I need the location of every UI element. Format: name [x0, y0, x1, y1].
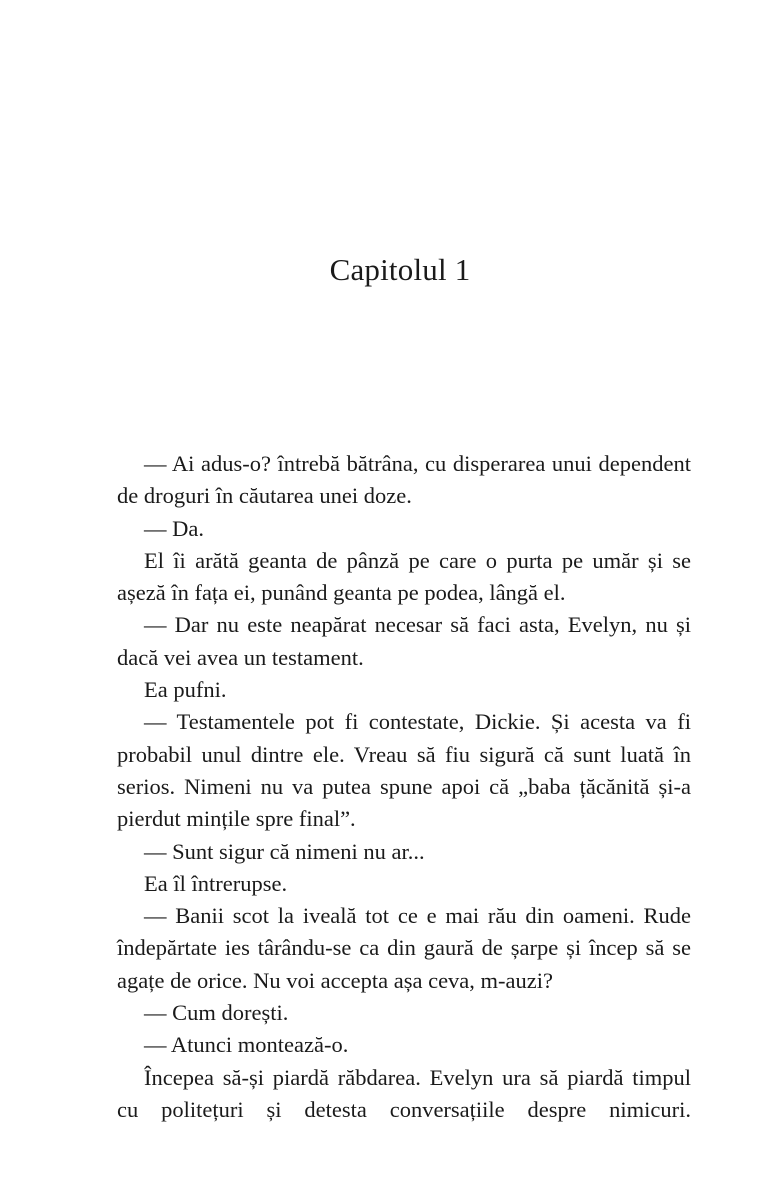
paragraph: — Sunt sigur că nimeni nu ar...: [144, 838, 425, 864]
paragraph: El îi arătă geanta de pânză pe care o purta pe umăr și se așeză în fața ei, punând geanta pe podea, lângă el.: [117, 547, 691, 606]
paragraph: Ea îl întrerupse.: [144, 870, 288, 896]
paragraph: — Da.: [144, 515, 204, 541]
paragraph: — Ai adus-o? întrebă bătrâna, cu disperarea unui dependent de droguri în căutarea unei doze.: [117, 451, 691, 509]
paragraph: Ea pufni.: [144, 677, 227, 703]
paragraph: — Banii scot la iveală tot ce e mai rău din oameni. Rude îndepărtate ies târându-se ca din gaură de șarpe și încep să se agațe de orice. Nu voi accepta așa ceva, m-auzi?: [117, 903, 691, 993]
paragraph: — Testamentele pot fi contestate, Dickie. Și acesta va fi probabil unul dintre ele. Vreau să fiu sigură că sunt luată în serios. Nimeni nu va putea spune apoi că „baba țăcănită și-a pierdut mințile spre final”.: [117, 709, 691, 832]
chapter-title: Capitolul 1: [329, 252, 471, 287]
body-text: [117, 448, 691, 1126]
paragraph: — Dar nu este neapărat necesar să faci asta, Evelyn, nu și dacă vei avea un testament.: [117, 612, 691, 670]
paragraph: — Cum dorești.: [144, 1000, 289, 1026]
paragraph: Începea să-și piardă răbdarea. Evelyn ura să piardă timpul cu politețuri și detesta conversațiile despre nimicuri.: [117, 1064, 691, 1122]
paragraph: — Atunci montează-o.: [144, 1032, 349, 1058]
